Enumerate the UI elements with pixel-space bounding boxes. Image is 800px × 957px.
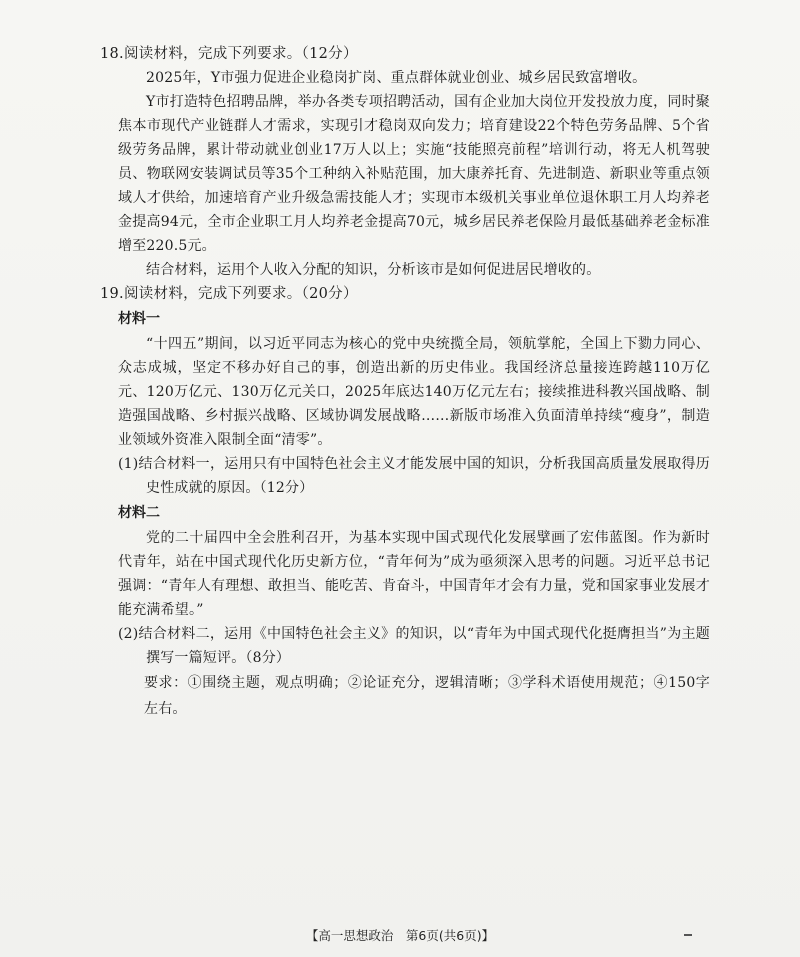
page-footer: 【高一思想政治 第6页(共6页)】 [305,928,495,943]
question-18-intro: 2025年，Y市强力促进企业稳岗扩岗、重点群体就业创业、城乡居民致富增收。 [146,70,647,86]
page-content [100,42,710,722]
requirements-text: 要求：①围绕主题，观点明确；②论证充分，逻辑清晰；③学科术语使用规范；④150字左右。 [144,675,710,717]
material-1-label: 材料一 [118,311,160,327]
question-18-title: 18.阅读材料，完成下列要求。（12分） [100,46,358,62]
material-2-label: 材料二 [118,505,160,521]
question-18-material: Y市打造特色招聘品牌，举办各类专项招聘活动，国有企业加大岗位开发投放力度，同时聚焦本市现代产业链群人才需求，实现引才稳岗双向发力；培育建设22个特色劳务品牌、5个省级劳务品牌，累计带动就业创业17万人以上；实施“技能照亮前程”培训行动，将无人机驾驶员、物联网安装调试员等35个工种纳入补贴范围，加大康养托育、先进制造、新职业等重点领域人才供给，加速培育产业升级急需技能人才；实现市本级机关事业单位退休职工月人均养老金提高94元，全市企业职工月人均养老金提高70元，城乡居民养老保险月最低基础养老金标准增至220.5元。 [118,94,710,254]
corner-mark [684,934,692,936]
question-19-title: 19.阅读材料，完成下列要求。（20分） [100,286,358,302]
material-2-text: 党的二十届四中全会胜利召开，为基本实现中国式现代化发展擘画了宏伟蓝图。作为新时代青年，站在中国式现代化历史新方位，“青年何为”成为亟须深入思考的问题。习近平总书记强调：“青年人有理想、敢担当、能吃苦、肯奋斗，中国青年才会有力量，党和国家事业发展才能充满希望。” [118,530,710,618]
material-1-text: “十四五”期间，以习近平同志为核心的党中央统揽全局，领航掌舵，全国上下勠力同心、众志成城，坚定不移办好自己的事，创造出新的历史伟业。我国经济总量接连跨越110万亿元、120万亿元、130万亿元关口，2025年底达140万亿元左右；接续推进科教兴国战略、制造强国战略、乡村振兴战略、区域协调发展战略……新版市场准入负面清单持续“瘦身”，制造业领域外资准入限制全面“清零”。 [118,336,710,448]
question-18-task: 结合材料，运用个人收入分配的知识，分析该市是如何促进居民增收的。 [146,262,601,278]
sub-question-2: (2)结合材料二，运用《中国特色社会主义》的知识，以“青年为中国式现代化挺膺担当”为主题撰写一篇短评。（8分） [118,626,710,666]
sub-question-1: (1)结合材料一，运用只有中国特色社会主义才能发展中国的知识，分析我国高质量发展取得历史性成就的原因。（12分） [118,456,710,496]
